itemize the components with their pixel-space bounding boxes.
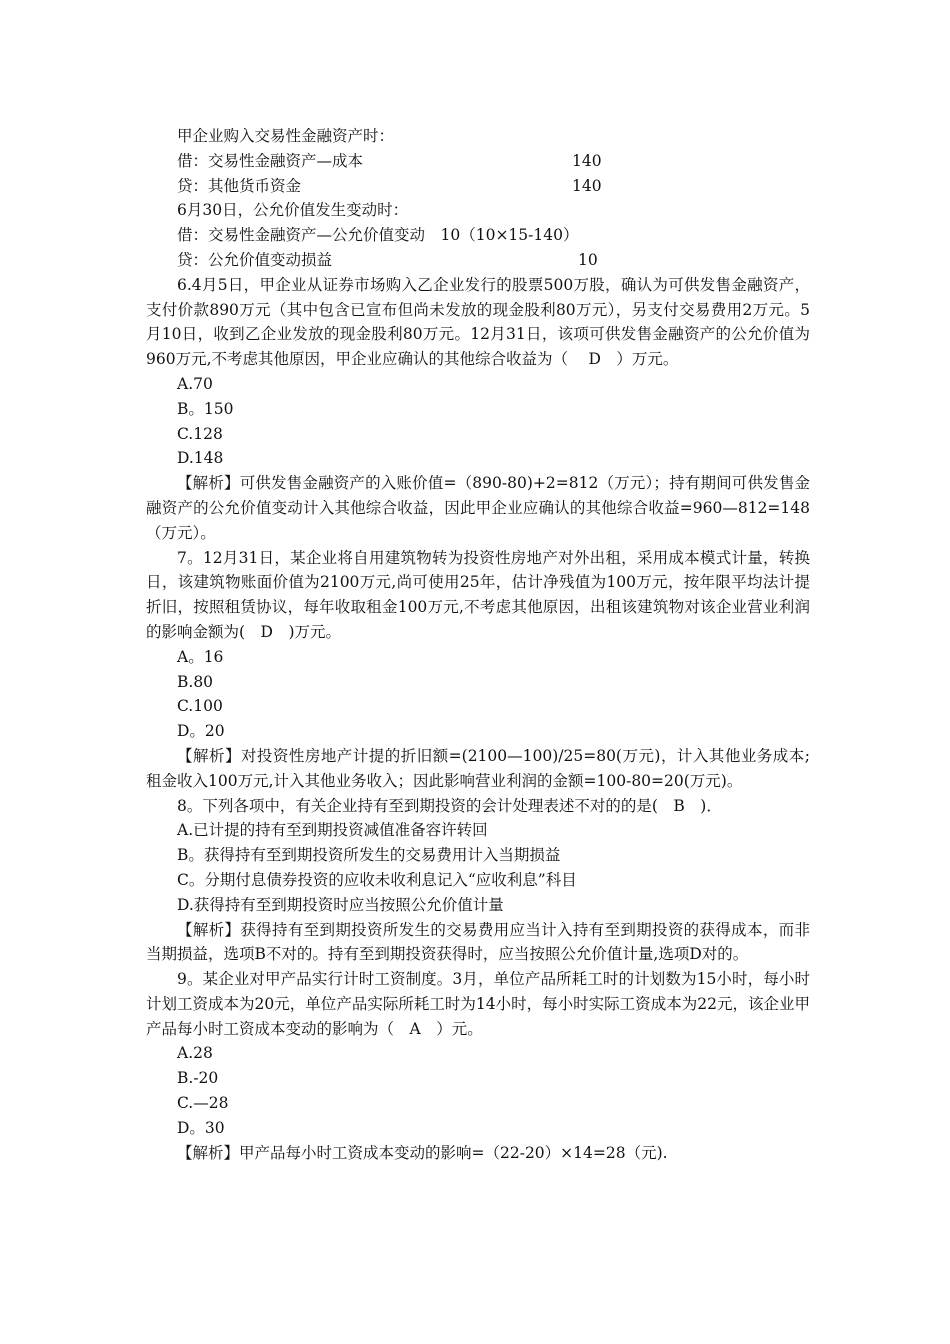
purchase-credit-line [146, 174, 810, 199]
change-credit: 贷：公允价值变动损益 [177, 250, 333, 269]
option-d: D。30 [177, 1118, 225, 1137]
option-b: B.80 [177, 672, 214, 691]
analysis: 【解析】可供发售金融资产的入账价值=（890-80)+2=812（万元）；持有期间可供发售金融资产的公允价值变动计入其他综合收益，因此甲企业应确认的其他综合收益=960—812=148（万元）。 [146, 474, 810, 542]
analysis: 【解析】获得持有至到期投资所发生的交易费用应当计入持有至到期投资的获得成本，而非当期损益，选项B不对的。持有至到期投资获得时，应当按照公允价值计量,选项D对的。 [146, 920, 810, 964]
option-a: A。16 [177, 647, 224, 666]
purchase-debit-line [146, 149, 810, 174]
option-a: A.28 [177, 1044, 213, 1063]
question-stem: 9。某企业对甲产品实行计时工资制度。3月，单位产品所耗工时的计划数为15小时，每小时计划工资成本为20元，单位产品实际所耗工时为14小时，每小时实际工资成本为22元，该企业甲产品每小时工资成本变动的影响为（ A ）元。 [146, 970, 810, 1038]
option-b: B。150 [177, 399, 234, 418]
change-debit: 借：交易性金融资产—公允价值变动 10（10×15-140） [177, 226, 579, 245]
purchase-credit: 贷：其他货币资金 [177, 176, 302, 195]
change-credit-line [146, 248, 810, 273]
question-stem: 6.4月5日，甲企业从证券市场购入乙企业发行的股票500万股，确认为可供发售金融资产，支付价款890万元（其中包含已宣布但尚未发放的现金股利80万元），另支付交易费用2万元。5月10日，收到乙企业发放的现金股利80万元。12月31日，该项可供发售金融资产的公允价值为960万元,不考虑其他原因，甲企业应确认的其他综合收益为（ D ）万元。 [146, 275, 810, 369]
option-c: C.128 [177, 424, 223, 443]
purchase-title: 甲企业购入交易性金融资产时： [177, 127, 395, 145]
option-c: C.100 [177, 697, 223, 716]
change-credit-amount: 10 [578, 250, 598, 269]
purchase-debit-amount: 140 [572, 151, 602, 170]
purchase-credit-amount: 140 [572, 176, 602, 195]
option-d: D。20 [177, 722, 225, 741]
document-body [146, 124, 810, 1165]
analysis: 【解析】对投资性房地产计提的折旧额=(2100—100)/25=80(万元)，计入其他业务成本;租金收入100万元,计入其他业务收入；因此影响营业利润的金额=100-80=20(万元)。 [146, 746, 810, 790]
question-stem: 7。12月31日，某企业将自用建筑物转为投资性房地产对外出租，采用成本模式计量，转换日，该建筑物账面价值为2100万元,尚可使用25年，估计净残值为100万元，按年限平均法计提折旧，按照租赁协议，每年收取租金100万元,不考虑其他原因，出租该建筑物对该企业营业利润的影响金额为( D )万元。 [146, 548, 810, 641]
option-c: C.—28 [177, 1094, 229, 1113]
question-stem: 8。下列各项中，有关企业持有至到期投资的会计处理表述不对的的是( B )． [177, 796, 722, 815]
option-d: D.获得持有至到期投资时应当按照公允价值计量 [177, 895, 504, 914]
option-a: A.已计提的持有至到期投资减值准备容许转回 [177, 821, 488, 840]
option-b: B。获得持有至到期投资所发生的交易费用计入当期损益 [177, 846, 561, 865]
analysis: 【解析】甲产品每小时工资成本变动的影响=（22-20）×14=28（元). [177, 1143, 668, 1162]
purchase-debit: 借：交易性金融资产—成本 [177, 151, 364, 170]
option-c: C。分期付息债券投资的应收未收利息记入“应收利息”科目 [177, 870, 577, 889]
change-title: 6月30日，公允价值发生变动时： [177, 201, 409, 220]
option-a: A.70 [177, 374, 213, 393]
option-b: B.-20 [177, 1069, 219, 1088]
option-d: D.148 [177, 449, 224, 468]
